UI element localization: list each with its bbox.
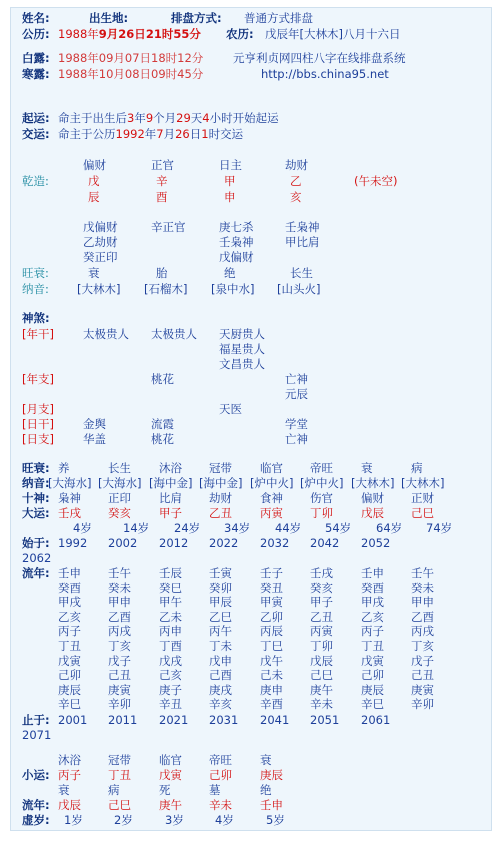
birthplace-label: 出生地:: [89, 11, 129, 25]
kongwang: (午未空): [354, 174, 398, 188]
liunian-cell: 癸亥: [310, 580, 333, 595]
qianzao-label: 乾造:: [22, 174, 49, 188]
dayun-age-cell: 34岁: [224, 521, 251, 535]
xiaoyun-top-cell: 帝旺: [209, 753, 232, 767]
dayun-ganzhi-cell: 丙寅: [260, 506, 283, 520]
dayun-age-cell: 4岁: [73, 521, 92, 535]
liunian-cell: 辛卯: [411, 697, 434, 712]
xiaoyun-top-cell: 冠带: [108, 753, 131, 767]
qiyun-text: 命主于出生后3年9个月29天4小时开始起运: [58, 111, 279, 125]
shensha-item: 桃花: [151, 432, 174, 446]
liunian-cell: 庚辰: [361, 682, 384, 697]
pillar-wangshuai: 长生: [290, 266, 313, 280]
dayun-shishen-cell: 比肩: [159, 491, 182, 505]
liunian-cell: 乙亥: [361, 609, 384, 624]
liunian-cell: 己丑: [411, 668, 434, 683]
liunian-cell: 戊午: [260, 653, 283, 668]
liunian-cell: 癸未: [108, 580, 131, 595]
pillar-branch: 酉: [156, 190, 168, 204]
dayun-start-year: 2042: [310, 536, 340, 550]
dayun-nayin-cell: [海中金]: [149, 476, 193, 490]
xiaoyun-ganzhi-cell: 丙子: [58, 768, 81, 782]
pillar-wangshuai: 衰: [88, 266, 100, 280]
liunian-cell: 丙子: [361, 624, 384, 639]
liunian-cell: 乙巳: [209, 609, 232, 624]
xiaoyun-top-cell: 沐浴: [58, 753, 81, 767]
wangshuai-label: 旺衰:: [22, 266, 49, 280]
dayun-nayin-cell: [大海水]: [98, 476, 142, 490]
liunian-cell: 己亥: [159, 668, 182, 683]
shensha-item: 福星贵人: [219, 342, 265, 356]
dayun-age-cell: 64岁: [376, 521, 403, 535]
liunian-label: 流年:: [22, 566, 50, 580]
method-value: 普通方式排盘: [244, 11, 313, 25]
dayun-start-year: 2052: [361, 536, 391, 550]
xiaoyun-liunian-cell: 壬申: [260, 798, 283, 812]
liunian-cell: 癸酉: [58, 580, 81, 595]
xiaoyun-age-cell: 3岁: [165, 813, 184, 827]
xiaoyun-bottom-cell: 衰: [58, 783, 70, 797]
liunian-cell: 癸丑: [260, 580, 283, 595]
xiaoyun-liunian-cell: 庚午: [159, 798, 182, 812]
shensha-row-label: [日干]: [22, 417, 54, 431]
dayun-nayin-cell: [炉中火]: [250, 476, 294, 490]
liunian-cell: 乙未: [159, 609, 182, 624]
shensha-item: 文昌贵人: [219, 357, 265, 371]
bazi-chart-sheet: [10, 7, 492, 831]
pillar-stem: 辛: [156, 174, 168, 188]
pillar-nayin: [山头火]: [277, 282, 321, 296]
start-label: 始于:: [22, 536, 50, 550]
liunian-end-year: 2041: [260, 713, 290, 727]
dayun-age-cell: 44岁: [275, 521, 302, 535]
pillar-wangshuai: 绝: [224, 266, 236, 280]
dayun-wangshuai-cell: 养: [58, 461, 70, 475]
dayun-nayin-cell: [大林木]: [401, 476, 445, 490]
liunian-cell: 甲申: [411, 595, 434, 610]
lunar-label: 农历:: [226, 27, 254, 41]
dayun-nayin-cell: [大海水]: [48, 476, 92, 490]
xiaoyun-liunian-cell: 己巳: [108, 798, 131, 812]
liunian-cell: 甲戌: [58, 595, 81, 610]
liunian-cell: 乙丑: [310, 609, 333, 624]
shensha-row-label: [日支]: [22, 432, 54, 446]
dayun-shishen-cell: 食神: [260, 491, 283, 505]
liunian-cell: 辛未: [310, 697, 333, 712]
dayun-ganzhi-cell: 己巳: [411, 506, 434, 520]
hidden-stem: 戊偏财: [83, 220, 118, 234]
dayun-start-year: 2012: [159, 536, 189, 550]
liunian-cell: 庚戌: [209, 682, 232, 697]
liunian-cell: 壬子: [260, 566, 283, 580]
start-year-last: 2062: [22, 551, 52, 565]
liunian-cell: 壬申: [58, 566, 81, 580]
liunian-cell: 丙戌: [108, 624, 131, 639]
liunian-cell: 甲辰: [209, 595, 232, 610]
shensha-row-label: [年支]: [22, 372, 54, 386]
pillar-branch: 亥: [290, 190, 302, 204]
xiaoyun-liunian-cell: 辛未: [209, 798, 232, 812]
liunian-cell: 丙子: [58, 624, 81, 639]
xiaoyun-bottom-cell: 病: [108, 783, 120, 797]
liunian-cell: 壬辰: [159, 566, 182, 580]
liunian-cell: 戊寅: [361, 653, 384, 668]
shensha-item: 华盖: [83, 432, 106, 446]
xiaoyun-liunian-label: 流年:: [22, 798, 50, 812]
liunian-cell: 己卯: [58, 668, 81, 683]
dayun-age-cell: 74岁: [426, 521, 453, 535]
pillar-nayin: [石榴木]: [144, 282, 188, 296]
liunian-cell: 丁亥: [108, 639, 131, 653]
xiaoyun-label: 小运:: [22, 768, 50, 782]
liunian-cell: 庚午: [310, 682, 333, 697]
xiaoyun-age-cell: 1岁: [64, 813, 83, 827]
bailu-label: 白露:: [22, 51, 50, 65]
pillar-shishen: 偏财: [83, 158, 106, 172]
liunian-cell: 戊戌: [159, 653, 182, 668]
site-title: 元亨利贞网四柱八字在线排盘系统: [233, 51, 406, 65]
liunian-cell: 庚寅: [108, 682, 131, 697]
liunian-cell: 癸巳: [159, 580, 182, 595]
end-year-last: 2071: [22, 728, 52, 742]
xiaoyun-ganzhi-cell: 庚辰: [260, 768, 283, 782]
dayun-ganzhi-cell: 甲子: [159, 506, 182, 520]
liunian-cell: 戊申: [209, 653, 232, 668]
dayun-ganzhi-cell: 戊辰: [361, 506, 384, 520]
dayun-age-cell: 54岁: [325, 521, 352, 535]
dayun-nayin-label: 纳音:: [22, 476, 50, 490]
liunian-cell: 丙戌: [411, 624, 434, 639]
liunian-cell: 丁卯: [310, 639, 333, 653]
liunian-cell: 庚申: [260, 682, 283, 697]
shensha-row-label: [年干]: [22, 327, 54, 341]
shensha-item: 太极贵人: [83, 327, 129, 341]
dayun-ganzhi-cell: 癸亥: [108, 506, 131, 520]
dayun-nayin-cell: [海中金]: [199, 476, 243, 490]
liunian-cell: 壬申: [361, 566, 384, 580]
pillar-branch: 申: [224, 190, 236, 204]
liunian-end-year: 2001: [58, 713, 88, 727]
xiaoyun-bottom-cell: 死: [159, 783, 171, 797]
liunian-cell: 丙辰: [260, 624, 283, 639]
dayun-shishen-cell: 偏财: [361, 491, 384, 505]
liunian-cell: 辛酉: [260, 697, 283, 712]
liunian-cell: 丁亥: [411, 639, 434, 653]
dayun-nayin-cell: [大林木]: [351, 476, 395, 490]
liunian-cell: 庚子: [159, 682, 182, 697]
shensha-item: 亡神: [285, 372, 308, 386]
hidden-stem: 乙劫财: [83, 235, 118, 249]
bailu-date: 1988年09月07日18时12分: [58, 51, 204, 65]
liunian-cell: 丙午: [209, 624, 232, 639]
hanlu-label: 寒露:: [22, 67, 50, 81]
xiaoyun-ganzhi-cell: 丁丑: [108, 768, 131, 782]
liunian-end-year: 2031: [209, 713, 239, 727]
shensha-item: 天厨贵人: [219, 327, 265, 341]
shensha-item: 天医: [219, 402, 242, 416]
jiaoyun-text: 命主于公历1992年7月26日1时交运: [58, 127, 244, 141]
liunian-cell: 乙酉: [411, 609, 434, 624]
liunian-cell: 乙酉: [108, 609, 131, 624]
dayun-ganzhi-cell: 丁卯: [310, 506, 333, 520]
liunian-cell: 辛卯: [108, 697, 131, 712]
dayun-label: 大运:: [22, 506, 50, 520]
dayun-shishen-cell: 正印: [108, 491, 131, 505]
xiaoyun-age-cell: 5岁: [266, 813, 285, 827]
liunian-cell: 癸酉: [361, 580, 384, 595]
shensha-item: 太极贵人: [151, 327, 197, 341]
xiaoyun-ganzhi-cell: 戊寅: [159, 768, 182, 782]
liunian-cell: 癸未: [411, 580, 434, 595]
liunian-end-year: 2021: [159, 713, 189, 727]
liunian-cell: 戊子: [108, 653, 131, 668]
hidden-stem: 辛正官: [151, 220, 186, 234]
pillar-branch: 辰: [88, 190, 100, 204]
dayun-wangshuai-cell: 沐浴: [159, 461, 182, 475]
dayun-shishen-cell: 伤官: [310, 491, 333, 505]
hanlu-date: 1988年10月08日09时45分: [58, 67, 204, 81]
shensha-title: 神煞:: [22, 311, 50, 325]
xiaoyun-age-cell: 4岁: [215, 813, 234, 827]
liunian-cell: 丙寅: [310, 624, 333, 639]
dayun-age-cell: 14岁: [123, 521, 150, 535]
hidden-stem: 甲比肩: [285, 235, 320, 249]
pillar-stem: 戊: [88, 174, 100, 188]
qiyun-label: 起运:: [22, 111, 50, 125]
shensha-item: 金舆: [83, 417, 106, 431]
shensha-item: 流霞: [151, 417, 174, 431]
liunian-cell: 己酉: [209, 668, 232, 683]
hidden-stem: 癸正印: [83, 250, 118, 264]
liunian-cell: 己卯: [361, 668, 384, 683]
pillar-nayin: [泉中水]: [211, 282, 255, 296]
dayun-wangshuai-cell: 帝旺: [310, 461, 333, 475]
dayun-start-year: 2032: [260, 536, 290, 550]
liunian-end-year: 2061: [361, 713, 391, 727]
liunian-cell: 甲戌: [361, 595, 384, 610]
dayun-shishen-cell: 正财: [411, 491, 434, 505]
hidden-stem: 壬枭神: [285, 220, 320, 234]
liunian-cell: 丁丑: [361, 639, 384, 653]
solar-label: 公历:: [22, 27, 50, 41]
xiaoyun-top-cell: 临官: [159, 753, 182, 767]
shensha-item: 亡神: [285, 432, 308, 446]
xiaoyun-top-cell: 衰: [260, 753, 272, 767]
liunian-cell: 丁未: [209, 639, 232, 653]
dayun-ganzhi-cell: 乙丑: [209, 506, 232, 520]
dayun-wangshuai-cell: 病: [411, 461, 423, 475]
liunian-cell: 甲子: [310, 595, 333, 610]
solar-date: 1988年9月26日21时55分: [58, 27, 201, 41]
liunian-cell: 乙卯: [260, 609, 283, 624]
dayun-wangshuai-label: 旺衰:: [22, 461, 50, 475]
dayun-start-year: 1992: [58, 536, 88, 550]
shensha-item: 元辰: [285, 387, 308, 401]
hidden-stem: 壬枭神: [219, 235, 254, 249]
shensha-row-label: [月支]: [22, 402, 54, 416]
pillar-stem: 乙: [290, 174, 302, 188]
liunian-cell: 丙申: [159, 624, 182, 639]
end-label: 止于:: [22, 713, 50, 727]
dayun-ganzhi-cell: 壬戌: [58, 506, 81, 520]
xiaoyun-age-cell: 2岁: [114, 813, 133, 827]
liunian-cell: 辛巳: [58, 697, 81, 712]
liunian-cell: 庚寅: [411, 682, 434, 697]
liunian-cell: 戊寅: [58, 653, 81, 668]
liunian-cell: 壬戌: [310, 566, 333, 580]
dayun-start-year: 2002: [108, 536, 138, 550]
name-label: 姓名:: [22, 11, 50, 25]
dayun-age-cell: 24岁: [174, 521, 201, 535]
liunian-cell: 甲午: [159, 595, 182, 610]
xusui-label: 虚岁:: [22, 813, 50, 827]
liunian-cell: 己巳: [310, 668, 333, 683]
hidden-stem: 庚七杀: [219, 220, 254, 234]
liunian-cell: 壬午: [108, 566, 131, 580]
liunian-cell: 癸卯: [209, 580, 232, 595]
nayin-label: 纳音:: [22, 282, 49, 296]
dayun-shishen-cell: 枭神: [58, 491, 81, 505]
liunian-end-year: 2051: [310, 713, 340, 727]
liunian-cell: 壬午: [411, 566, 434, 580]
liunian-cell: 甲申: [108, 595, 131, 610]
liunian-cell: 甲寅: [260, 595, 283, 610]
pillar-shishen: 劫财: [285, 158, 308, 172]
liunian-cell: 丁酉: [159, 639, 182, 653]
liunian-cell: 己丑: [108, 668, 131, 683]
jiaoyun-label: 交运:: [22, 127, 50, 141]
liunian-cell: 辛巳: [361, 697, 384, 712]
method-label: 排盘方式:: [171, 11, 222, 25]
dayun-nayin-cell: [炉中火]: [300, 476, 344, 490]
xiaoyun-ganzhi-cell: 己卯: [209, 768, 232, 782]
pillar-wangshuai: 胎: [156, 266, 168, 280]
liunian-cell: 丁丑: [58, 639, 81, 653]
dayun-start-year: 2022: [209, 536, 239, 550]
liunian-cell: 戊辰: [310, 653, 333, 668]
xiaoyun-liunian-cell: 戊辰: [58, 798, 81, 812]
pillar-shishen: 日主: [219, 158, 242, 172]
dayun-shishen-cell: 劫财: [209, 491, 232, 505]
liunian-cell: 庚辰: [58, 682, 81, 697]
liunian-cell: 丁巳: [260, 639, 283, 653]
liunian-end-year: 2011: [108, 713, 138, 727]
liunian-cell: 辛丑: [159, 697, 182, 712]
pillar-shishen: 正官: [151, 158, 174, 172]
dayun-wangshuai-cell: 长生: [108, 461, 131, 475]
dayun-wangshuai-cell: 临官: [260, 461, 283, 475]
xiaoyun-bottom-cell: 墓: [209, 783, 221, 797]
dayun-shishen-label: 十神:: [22, 491, 50, 505]
liunian-cell: 戊子: [411, 653, 434, 668]
xiaoyun-bottom-cell: 绝: [260, 783, 272, 797]
liunian-cell: 辛亥: [209, 697, 232, 712]
dayun-wangshuai-cell: 冠带: [209, 461, 232, 475]
dayun-wangshuai-cell: 衰: [361, 461, 373, 475]
pillar-nayin: [大林木]: [77, 282, 121, 296]
liunian-cell: 壬寅: [209, 566, 232, 580]
hidden-stem: 戊偏财: [219, 250, 254, 264]
shensha-item: 桃花: [151, 372, 174, 386]
liunian-cell: 乙亥: [58, 609, 81, 624]
shensha-item: 学堂: [285, 417, 308, 431]
liunian-cell: 己未: [260, 668, 283, 683]
pillar-stem: 甲: [224, 174, 236, 188]
lunar-date: 戊辰年[大林木]八月十六日: [265, 27, 401, 41]
site-link[interactable]: http://bbs.china95.net: [261, 67, 389, 81]
